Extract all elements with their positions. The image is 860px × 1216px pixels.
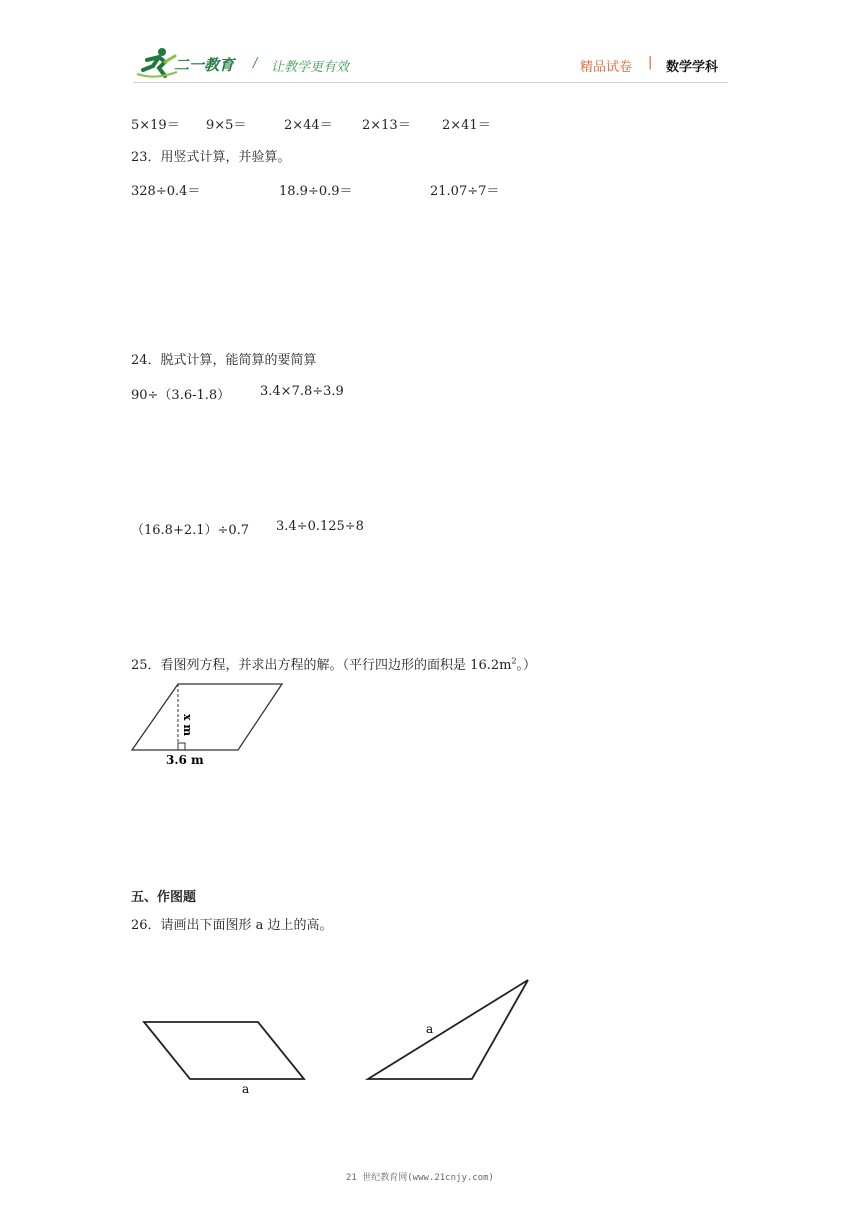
calc-item: （16.8+2.1）÷0.7 (131, 523, 250, 538)
oral-item: 2×41＝ (442, 118, 491, 133)
header-subject: 数学学科 (666, 60, 719, 75)
calc-item: 21.07÷7＝ (430, 184, 500, 199)
header-separator: | (648, 55, 653, 70)
oral-item: 9×5＝ (206, 118, 247, 133)
section-title: 五、作图题 (131, 890, 197, 905)
oral-item: 2×44＝ (284, 118, 333, 133)
question-title: 25．看图列方程，并求出方程的解。（平行四边形的面积是 $16.2m^2$。） (131, 656, 537, 673)
calc-item: 90÷（3.6-1.8） (131, 388, 231, 403)
calc-item: 328÷0.4＝ (131, 184, 201, 199)
parallelogram-shape (132, 684, 282, 750)
side-a-label: a (426, 1022, 434, 1036)
calc-item: 18.9÷0.9＝ (279, 184, 353, 199)
base-label: 3.6 m (166, 753, 204, 767)
runner-icon (135, 46, 179, 78)
height-label: x m (181, 714, 194, 737)
oral-item: 5×19＝ (131, 118, 180, 133)
brand-name: 二一教育 (174, 56, 235, 74)
header-divider (133, 82, 728, 83)
parallelogram-drawing (138, 1015, 312, 1097)
header-slash: / (253, 56, 258, 71)
side-a-label: a (242, 1082, 250, 1096)
calc-item: 3.4÷0.125÷8 (276, 519, 364, 534)
question-title: 23．用竖式计算，并验算。 (131, 150, 291, 165)
calc-item: 3.4×7.8÷3.9 (260, 384, 344, 399)
parallelogram-shape (144, 1022, 304, 1079)
slogan: 让教学更有效 (271, 60, 350, 75)
right-angle-mark (178, 743, 185, 750)
parallelogram-figure (128, 680, 288, 770)
header-label: 精品试卷 (580, 60, 633, 75)
triangle-shape (368, 980, 528, 1079)
oral-item: 2×13＝ (362, 118, 411, 133)
question-title: 24．脱式计算，能简算的要简算 (131, 353, 317, 368)
triangle-drawing (360, 975, 535, 1085)
question-title: 26．请画出下面图形 a 边上的高。 (131, 918, 333, 933)
footer-text: 21 世纪教育网(www.21cnjy.com) (346, 1173, 494, 1183)
